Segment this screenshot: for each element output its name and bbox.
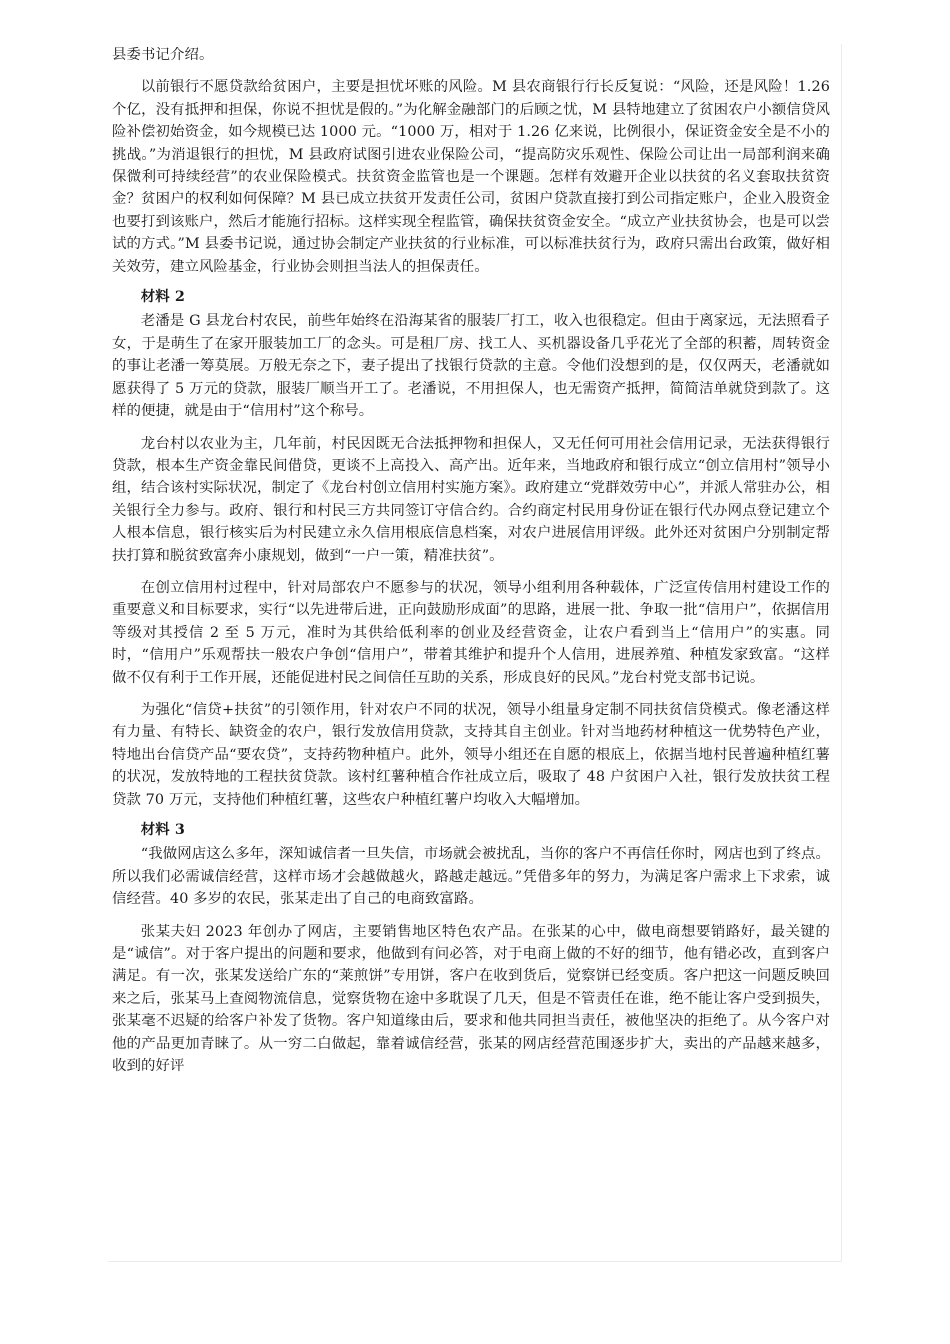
paragraph-credit-poverty-model: 为强化“信贷+扶贫”的引领作用，针对农户不同的状况，领导小组量身定制不同扶贫信贷模式。像老潘这样有力量、有特长、缺资金的农户，银行发放信用贷款，支持其自主创业。针对当地药材种植这一优势特色产业，特地出台信贷产品“要农贷”，支持药物种植户。此外，领导小组还在自愿的根底上，依据当地村民普遍种植红薯的状况，发放特地的工程扶贫贷款。该村红薯种植合作社成立后，吸取了 48 户贫困户入社，银行发放扶贫工程贷款 70 万元，支持他们种植红薯，这些农户种植红薯户均收入大幅增加。 <box>112 701 830 808</box>
document-page <box>108 44 842 1262</box>
section-heading-material-2: 材料 2 <box>140 288 186 306</box>
section-heading-material-3: 材料 3 <box>140 821 186 838</box>
paragraph-credit-village-process: 在创立信用村过程中，针对局部农户不愿参与的状况，领导小组利用各种载体，广泛宣传信用村建设工作的重要意义和目标要求，实行“以先进带后进，正向鼓励形成面”的思路，进展一批、争取一批“信用户”，依据信用等级对其授信 2 至 5 万元，准时为其供给低利率的创业及经营资金，让农户看到当上“信用户”的实惠。同时，“信用户”乐观帮扶一般农户争创“信用户”，带着其维护和提升个人信用，进展养殖、种植发家致富。“这样做不仅有利于工作开展，还能促进村民之间信任互助的关系，形成良好的民风。”龙台村党支部书记说。 <box>112 579 830 686</box>
paragraph-continuation: 县委书记介绍。 <box>112 47 214 63</box>
paragraph-lao-pan: 老潘是 G 县龙台村农民，前些年始终在沿海某省的服装厂打工，收入也很稳定。但由于离家远，无法照看子女，于是萌生了在家开服装加工厂的念头。可是租厂房、找工人、买机器设备几乎花光了全部的积蓄，周转资金的事让老潘一筹莫展。万般无奈之下，妻子提出了找银行贷款的主意。令他们没想到的是，仅仅两天，老潘就如愿获得了 5 万元的贷款，服装厂顺当开工了。老潘说，不用担保人，也无需资产抵押，简简洁单就贷到款了。这样的便捷，就是由于“信用村”这个称号。 <box>112 313 830 420</box>
paragraph-zhang-store: 张某夫妇 2023 年创办了网店，主要销售地区特色农产品。在张某的心中，做电商想要销路好，最关键的是“诚信”。对于客户提出的问题和要求，他做到有问必答，对于电商上做的不好的细节，他有错必改，直到客户满足。有一次，张某发送给广东的“莱煎饼”专用饼，客户在收到货后，觉察饼已经变质。客户把这一问题反映回来之后，张某马上查阅物流信息，觉察货物在途中多耽误了几天，但是不管责任在谁，绝不能让客户受到损失，张某毫不迟疑的给客户补发了货物。客户知道缘由后，要求和他共同担当责任，被他坚决的拒绝了。从今客户对他的产品更加青睐了。从一穷二白做起，靠着诚信经营，张某的网店经营范围逐步扩大，卖出的产品越来越多，收到的好评 <box>112 923 830 1075</box>
paragraph-online-store-quote: “我做网店这么多年，深知诚信者一旦失信，市场就会被扰乱，当你的客户不再信任你时，网店也到了终点。所以我们必需诚信经营，这样市场才会越做越火，路越走越远。”凭借多年的努力，为满足客户需求上下求索，诚信经营。40 多岁的农民，张某走出了自己的电商致富路。 <box>112 846 830 908</box>
document-body <box>112 44 830 1087</box>
paragraph-longtai-village: 龙台村以农业为主，几年前，村民因既无合法抵押物和担保人，又无任何可用社会信用记录，无法获得银行贷款，根本生产资金靠民间借贷，更谈不上高投入、高产出。近年来，当地政府和银行成立“创立信用村”领导小组，结合该村实际状况，制定了《龙台村创立信用村实施方案》。政府建立“党群效劳中心”，并派人常驻办公，相关银行全力参与。政府、银行和村民三方共同签订守信合约。合约商定村民用身份证在银行代办网点登记建立个人根本信息，银行核实后为村民建立永久信用根底信息档案，对农户进展信用评级。此外还对贫困户分别制定帮扶打算和脱贫致富奔小康规划，做到“一户一策，精准扶贫”。 <box>112 435 830 564</box>
paragraph-bank-risk: 以前银行不愿贷款给贫困户，主要是担忧坏账的风险。M 县农商银行行长反复说：“风险，还是风险！1.26 个亿，没有抵押和担保，你说不担忧是假的。”为化解金融部门的后顾之忧，M 县特地建立了贫困农户小额信贷风险补偿初始资金，如今规模已达 1000 元。“1000 万，相对于 1.26 亿来说，比例很小，保证资金安全是不小的挑战。”为消退银行的担忧，M 县政府试图引进农业保险公司，“提高防灾乐观性、保险公司让出一局部利润来确保微利可持续经营”的农业保险模式。扶贫资金监管也是一个课题。怎样有效避开企业以扶贫的名义套取扶贫资金？贫困户的权利如何保障？M 县已成立扶贫开发责任公司，贫困户贷款直接打到公司指定账户，企业入股资金也要打到该账户，然后才能施行招标。这样实现全程监管，确保扶贫资金安全。“成立产业扶贫协会，也是可以尝试的方式。”M 县委书记说，通过协会制定产业扶贫的行业标准，可以标准扶贫行为，政府只需出台政策，做好相关效劳，建立风险基金，行业协会则担当法人的担保责任。 <box>112 79 830 275</box>
